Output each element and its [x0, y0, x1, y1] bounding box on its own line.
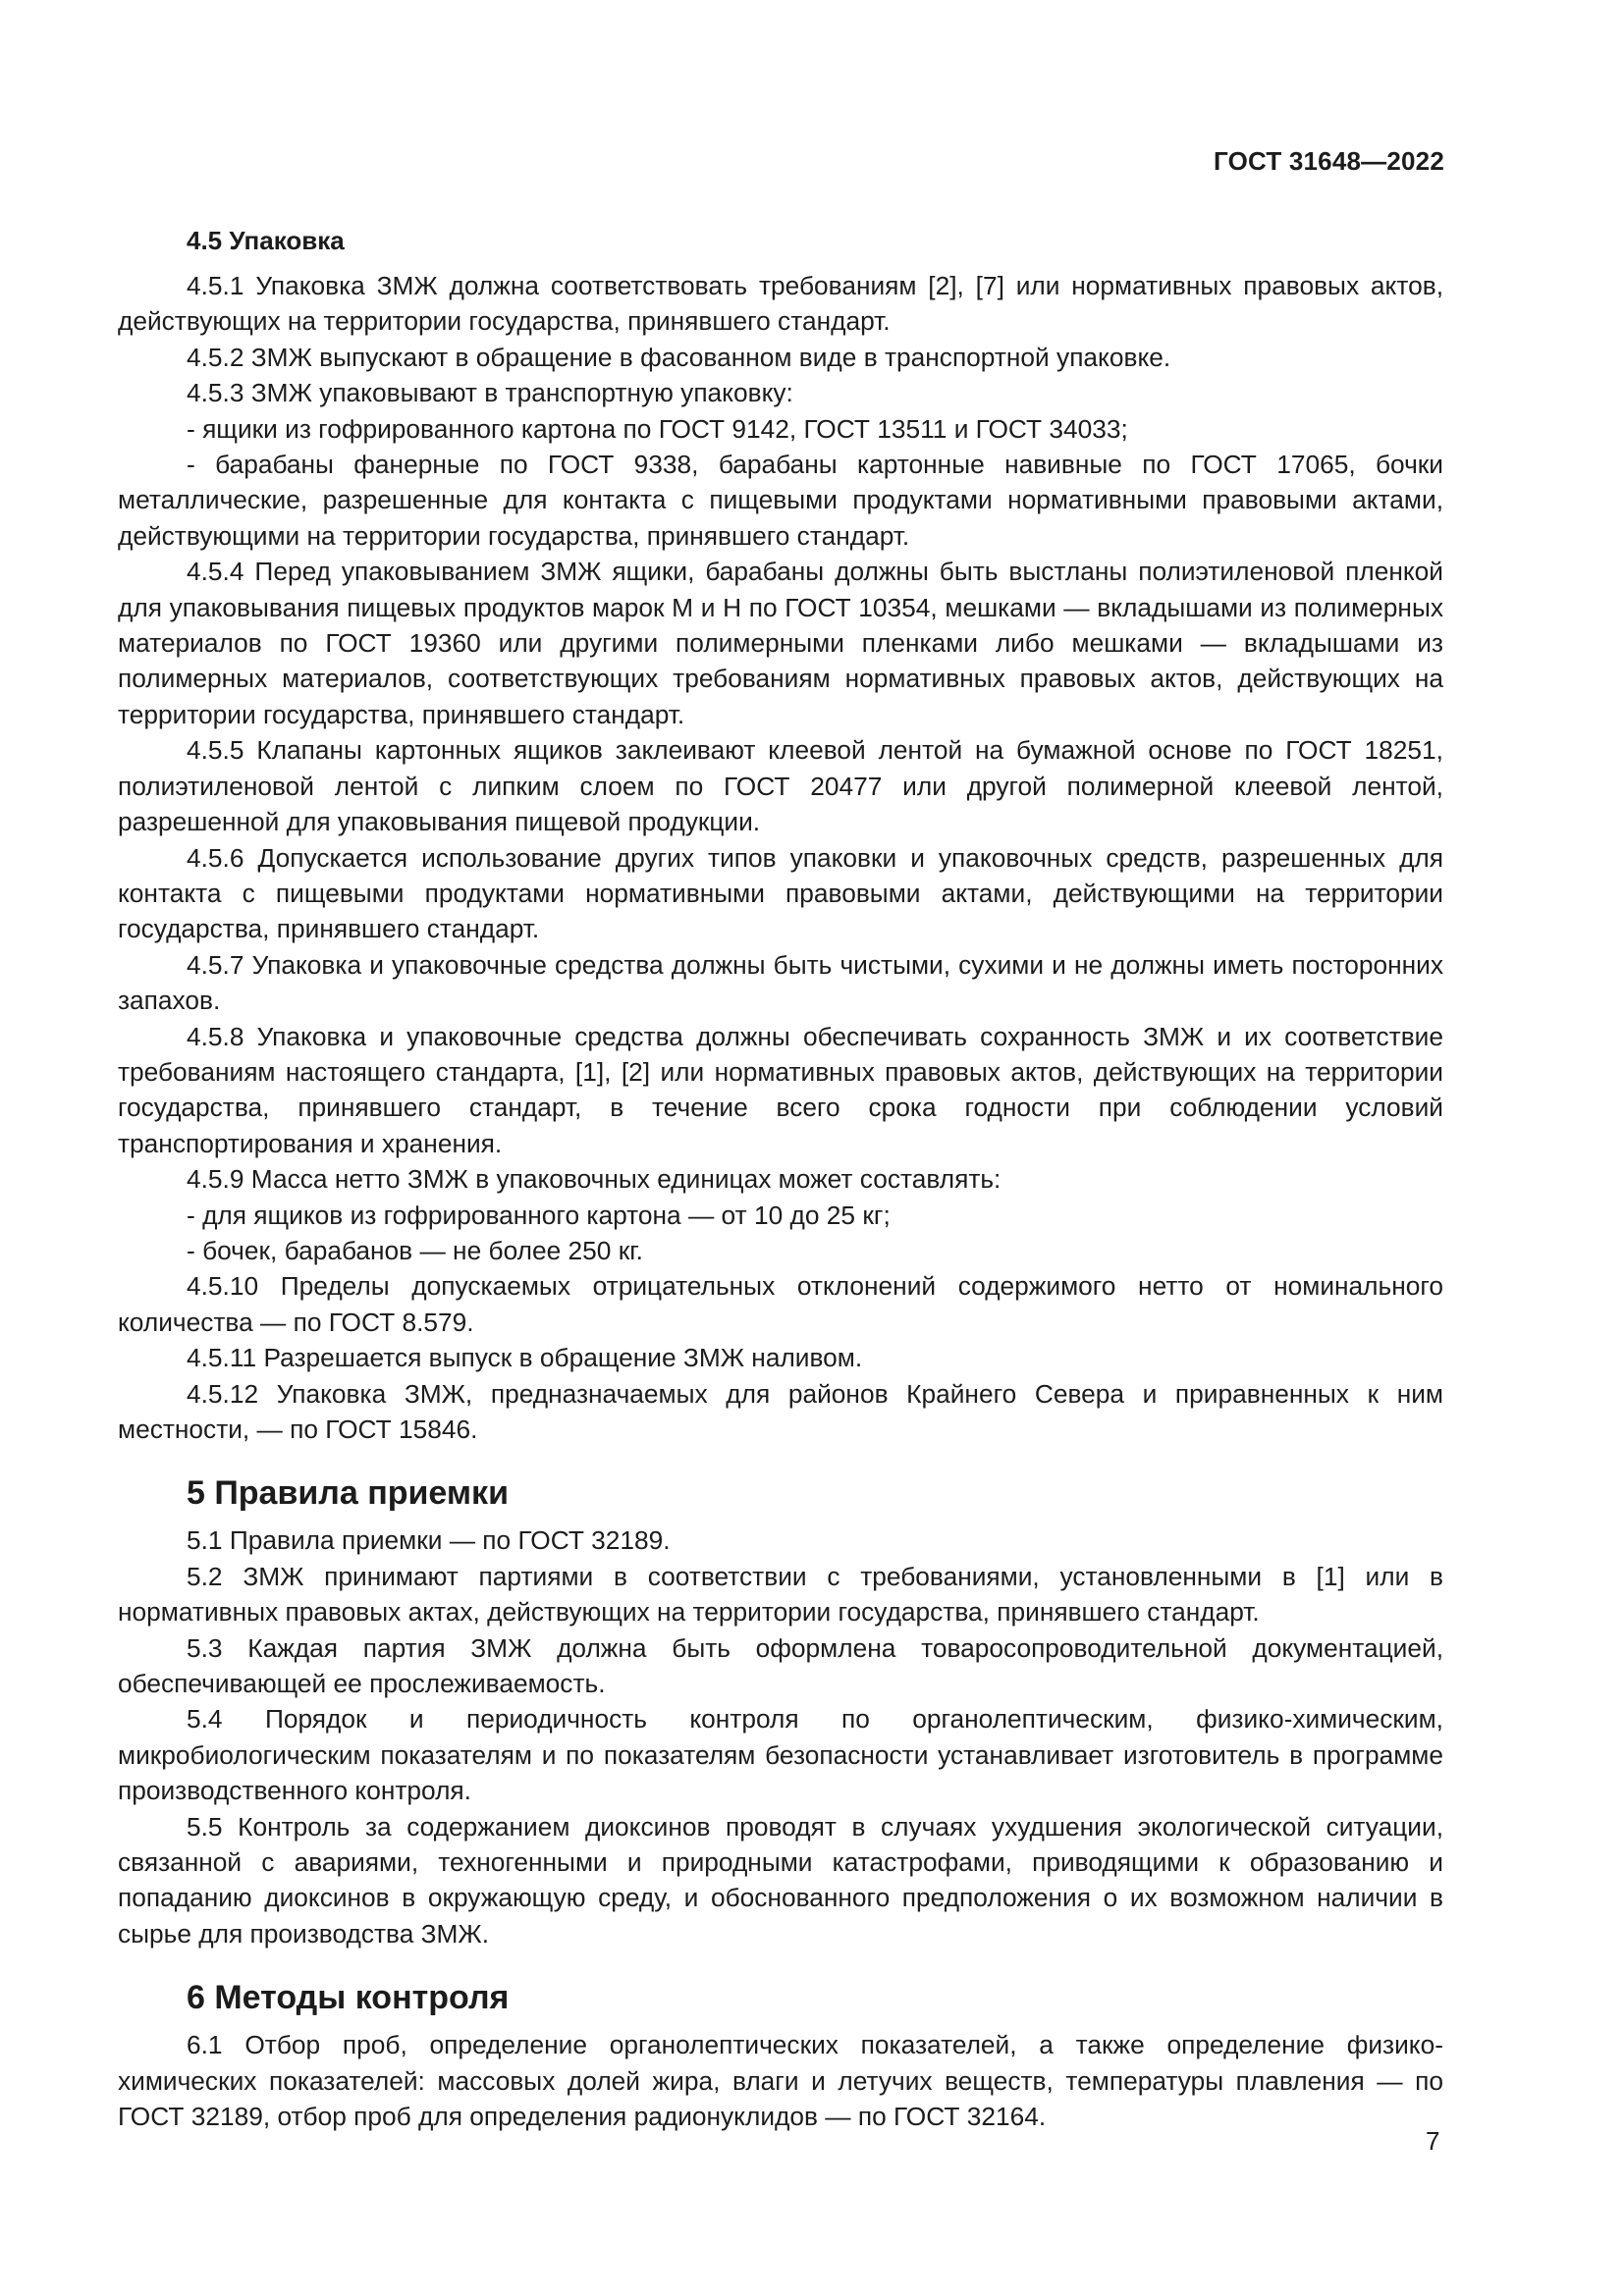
- paragraph-4-5-10: 4.5.10 Пределы допускаемых отрицательных отклонений содержимого нетто от номинального количества — по ГОСТ 8.579.: [118, 1271, 1443, 1337]
- list-item-boxes: - ящики из гофрированного картона по ГОСТ 9142, ГОСТ 13511 и ГОСТ 34033;: [187, 413, 1128, 444]
- paragraph-4-5-9: 4.5.9 Масса нетто ЗМЖ в упаковочных единицах может составлять:: [187, 1164, 1001, 1195]
- paragraph-4-5-4: 4.5.4 Перед упаковыванием ЗМЖ ящики, барабаны должны быть выстланы полиэтиленовой пленкой для упаковывания пищевых продуктов марок М и Н по ГОСТ 10354, мешками — вкладышами из полимерных материалов по ГОСТ 19360 или другими полимерными пленками либо мешками — вкладышами из полимерных материалов, соответствующих требованиям нормативных правовых актов, действующих на территории государства, принявшего стандарт.: [118, 557, 1443, 729]
- paragraph-4-5-2: 4.5.2 ЗМЖ выпускают в обращение в фасованном виде в транспортной упаковке.: [187, 342, 1171, 372]
- section-heading-5: 5 Правила приемки: [187, 1474, 509, 1513]
- paragraph-5-4: 5.4 Порядок и периодичность контроля по органолептическим, физико-химическим, микробиологическим показателям и по показателям безопасности устанавливает изготовитель в программе производственного контроля.: [118, 1704, 1443, 1806]
- paragraph-4-5-3: 4.5.3 ЗМЖ упаковывают в транспортную упаковку:: [187, 378, 793, 408]
- paragraph-5-1: 5.1 Правила приемки — по ГОСТ 32189.: [187, 1525, 671, 1556]
- document-body: [118, 216, 1443, 2135]
- section-spacer: [118, 1951, 1443, 1979]
- paragraph-4-5-11: 4.5.11 Разрешается выпуск в обращение ЗМЖ наливом.: [187, 1343, 863, 1373]
- paragraph-6-1: 6.1 Отбор проб, определение органолептических показателей, а также определение физико-химических показателей: массовых долей жира, влаги и летучих веществ, температуры плавления — по ГОСТ 32189, отбор проб для определения радионуклидов — по ГОСТ 32164.: [118, 2030, 1443, 2132]
- paragraph-4-5-1: 4.5.1 Упаковка ЗМЖ должна соответствовать требованиям [2], [7] или нормативных правовых актов, действующих на территории государства, принявшего стандарт.: [118, 271, 1443, 337]
- paragraph-4-5-8: 4.5.8 Упаковка и упаковочные средства должны обеспечивать сохранность ЗМЖ и их соответствие требованиям настоящего стандарта, [1], [2] или нормативных правовых актов, действующих на территории государства, принявшего стандарт, в течение всего срока годности при соблюдении условий транспортирования и хранения.: [118, 1021, 1443, 1158]
- paragraph-4-5-12: 4.5.12 Упаковка ЗМЖ, предназначаемых для районов Крайнего Севера и приравненных к ним местности, — по ГОСТ 15846.: [118, 1378, 1443, 1444]
- list-item-drums: - барабаны фанерные по ГОСТ 9338, барабаны картонные навивные по ГОСТ 17065, бочки металлические, разрешенные для контакта с пищевыми продуктами нормативными правовыми актами, действующими на территории государства, принявшего стандарт.: [118, 450, 1443, 551]
- paragraph-5-5: 5.5 Контроль за содержанием диоксинов проводят в случаях ухудшения экологической ситуации, связанной с авариями, техногенными и природными катастрофами, приводящими к образованию и попаданию диоксинов в окружающую среду, и обоснованного предположения о их возможном наличии в сырье для производства ЗМЖ.: [118, 1811, 1443, 1949]
- paragraph-4-5-7: 4.5.7 Упаковка и упаковочные средства должны быть чистыми, сухими и не должны иметь посторонних запахов.: [118, 949, 1443, 1016]
- page-number: 7: [1426, 2126, 1440, 2156]
- paragraph-5-2: 5.2 ЗМЖ принимают партиями в соответствии с требованиями, установленными в [1] или в нормативных правовых актах, действующих на территории государства, принявшего стандарт.: [118, 1561, 1443, 1628]
- paragraph-5-3: 5.3 Каждая партия ЗМЖ должна быть оформлена товаросопроводительной документацией, обеспечивающей ее прослеживаемость.: [118, 1632, 1443, 1699]
- section-heading-6: 6 Методы контроля: [187, 1979, 510, 2017]
- paragraph-4-5-5: 4.5.5 Клапаны картонных ящиков заклеивают клеевой лентой на бумажной основе по ГОСТ 18251, полиэтиленовой лентой с липким слоем по ГОСТ 20477 или другой полимерной клеевой лентой, разрешенной для упаковывания пищевой продукции.: [118, 735, 1443, 837]
- document-code: ГОСТ 31648—2022: [1214, 146, 1444, 176]
- section-spacer: [118, 1447, 1443, 1474]
- list-item-barrels: - бочек, барабанов — не более 250 кг.: [187, 1235, 643, 1265]
- subsection-heading-4-5: 4.5 Упаковка: [187, 226, 345, 255]
- paragraph-4-5-6: 4.5.6 Допускается использование других типов упаковки и упаковочных средств, разрешенных для контакта с пищевыми продуктами нормативными правовыми актами, действующими на территории государства, принявшего стандарт.: [118, 842, 1443, 944]
- list-item-corrugated-boxes: - для ящиков из гофрированного картона — от 10 до 25 кг;: [187, 1200, 891, 1230]
